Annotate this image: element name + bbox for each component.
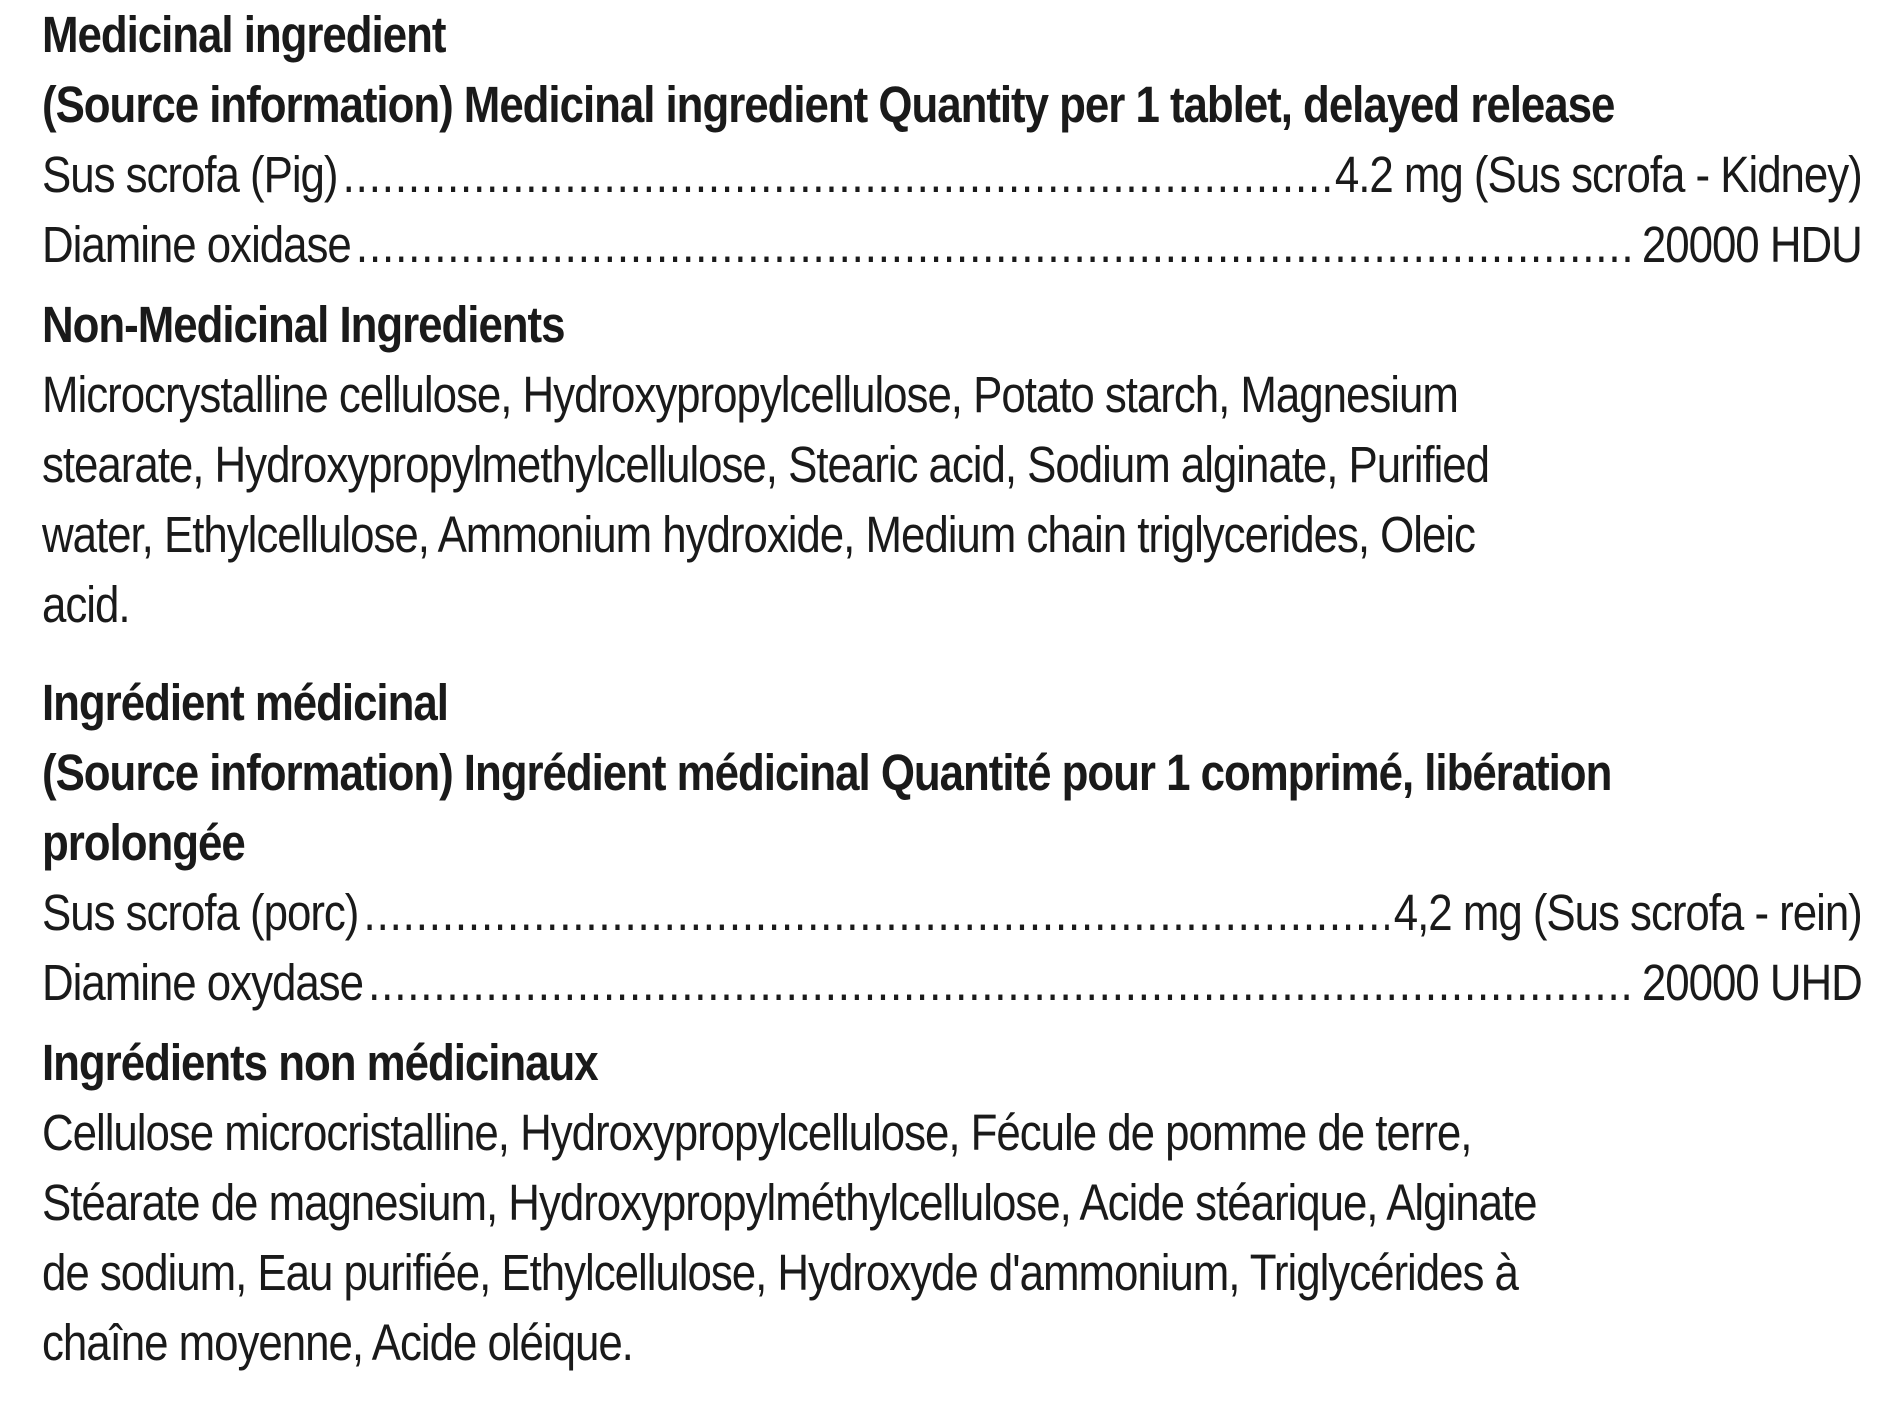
dot-leader: [364, 878, 1389, 948]
nonmedicinal-text-line-fr: Stéarate de magnesium, Hydroxypropylméthylcellulose, Acide stéarique, Alginate: [42, 1174, 1537, 1231]
medicinal-ingredient-heading-fr: Ingrédient médicinal: [42, 674, 448, 731]
ingredient-name: Sus scrofa (porc): [42, 884, 359, 941]
ingredient-amount: 20000 UHD: [1641, 954, 1862, 1011]
nonmedicinal-text-line: Microcrystalline cellulose, Hydroxypropylcellulose, Potato starch, Magnesium: [42, 366, 1458, 423]
ingredient-name: Diamine oxidase: [42, 216, 351, 273]
medicinal-columns-heading-fr-cont: prolongée: [42, 814, 245, 871]
ingredient-name: Sus scrofa (Pig): [42, 146, 338, 203]
nonmedicinal-heading-fr: Ingrédients non médicinaux: [42, 1034, 598, 1091]
nonmedicinal-text-line-fr: de sodium, Eau purifiée, Ethylcellulose, Hydroxyde d'ammonium, Triglycérides à: [42, 1244, 1518, 1301]
ingredient-row-fr: [42, 878, 1862, 948]
ingredient-amount: 4.2 mg (Sus scrofa - Kidney): [1334, 146, 1862, 203]
english-section: [42, 0, 1862, 640]
ingredient-row: [42, 140, 1862, 210]
nonmedicinal-text-line-fr: Cellulose microcristalline, Hydroxypropylcellulose, Fécule de pomme de terre,: [42, 1104, 1472, 1161]
medicinal-ingredient-heading: Medicinal ingredient: [42, 6, 446, 63]
medicinal-columns-heading: (Source information) Medicinal ingredient Quantity per 1 tablet, delayed release: [42, 76, 1615, 133]
nonmedicinal-text-line: acid.: [42, 576, 130, 633]
medicinal-columns-heading-fr: (Source information) Ingrédient médicinal Quantité pour 1 comprimé, libération: [42, 744, 1612, 801]
ingredient-row: [42, 210, 1862, 280]
ingredient-amount: 4,2 mg (Sus scrofa - rein): [1393, 884, 1862, 941]
ingredient-row-fr: [42, 948, 1862, 1018]
ingredients-label: [42, 0, 1862, 1378]
ingredient-amount: 20000 HDU: [1641, 216, 1862, 273]
french-section: [42, 668, 1862, 1378]
dot-leader: [368, 948, 1637, 1018]
nonmedicinal-text-line: water, Ethylcellulose, Ammonium hydroxide, Medium chain triglycerides, Oleic: [42, 506, 1475, 563]
ingredient-name: Diamine oxydase: [42, 954, 363, 1011]
nonmedicinal-heading: Non-Medicinal Ingredients: [42, 296, 565, 353]
nonmedicinal-text-line: stearate, Hydroxypropylmethylcellulose, Stearic acid, Sodium alginate, Purified: [42, 436, 1490, 493]
dot-leader: [356, 210, 1637, 280]
nonmedicinal-text-line-fr: chaîne moyenne, Acide oléique.: [42, 1314, 633, 1371]
dot-leader: [343, 140, 1330, 210]
